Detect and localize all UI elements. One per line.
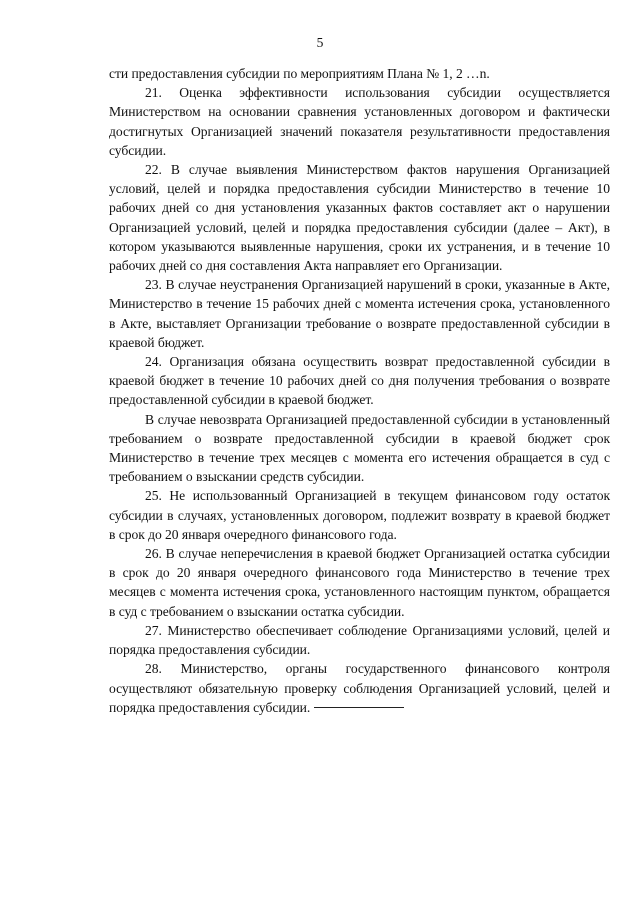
paragraph-24-second: В случае невозврата Организацией предоставленной субсидии в установленный требованием о возврате предоставленной субсидии в краевой бюджет срок Министерство в течение трех месяцев с момента его истечения обращается в суд с требованием о взыскании средств субсидии. [109, 411, 610, 485]
page-number: 5 [316, 35, 324, 50]
paragraph-22: 22. В случае выявления Министерством фактов нарушения Организацией условий, целей и порядка предоставления субсидии Министерство в течение 10 рабочих дней со дня установления указанных фактов составляет акт о нарушении Организацией условий, целей и порядка предоставления субсидии (далее – Акт), в котором указываются выявленные нарушения, сроки их устранения, и в течение 10 рабочих дней со дня составления Акта направляет его Организации. [109, 162, 610, 274]
paragraph-23: 23. В случае неустранения Организацией нарушений в сроки, указанные в Акте, Министерство в течение 15 рабочих дней с момента истечения срока, установленного в Акте, выставляет Организации требование о возврате предоставленной субсидии в краевой бюджет. [109, 277, 610, 350]
document-body [109, 64, 610, 717]
end-rule [314, 707, 404, 708]
paragraph-25: 25. Не использованный Организацией в текущем финансовом году остаток субсидии в случаях, установленных договором, подлежит возврату в краевой бюджет в срок до 20 января очередного финансового года. [109, 488, 610, 542]
paragraph-24: 24. Организация обязана осуществить возврат предоставленной субсидии в краевой бюджет в течение 10 рабочих дней со дня получения требования о возврате предоставленной субсидии в краевой бюджет. [109, 354, 610, 408]
paragraph-continuation: сти предоставления субсидии по мероприятиям Плана № 1, 2 …n. [109, 66, 490, 81]
paragraph-27: 27. Министерство обеспечивает соблюдение Организациями условий, целей и порядка предоставления субсидии. [109, 622, 610, 658]
paragraph-28: 28. Министерство, органы государственного финансового контроля осуществляют обязательную проверку соблюдения Организацией условий, целей и порядка предоставления субсидии. [109, 661, 610, 715]
paragraph-21: 21. Оценка эффективности использования субсидии осуществляется Министерством на основании сравнения установленных договором и фактически достигнутых Организацией значений показателя результативности предоставления субсидии. [109, 85, 610, 158]
paragraph-26: 26. В случае неперечисления в краевой бюджет Организацией остатка субсидии в срок до 20 января очередного финансового года Министерство в течение трех месяцев с момента истечения срока, установленного настоящим пунктом, обращается в суд с требованием о взыскании остатка субсидии. [109, 546, 610, 619]
